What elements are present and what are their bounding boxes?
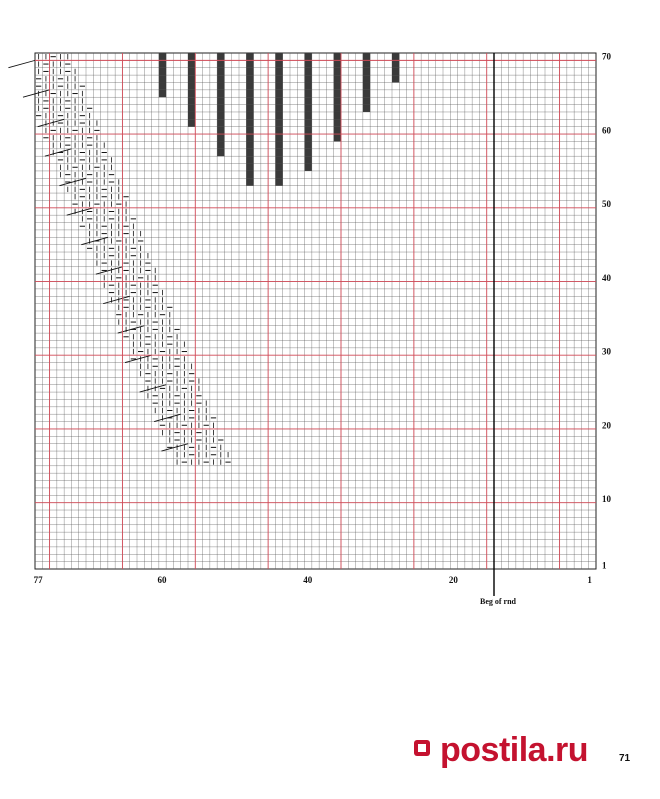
dark-stitch-cell bbox=[188, 119, 195, 126]
dark-stitch-cell bbox=[334, 119, 341, 126]
dark-stitch-cell bbox=[275, 53, 282, 60]
dark-stitch-cell bbox=[217, 53, 224, 60]
dark-stitch-cell bbox=[305, 119, 312, 126]
dark-stitch-cell bbox=[217, 60, 224, 67]
dark-stitch-cell bbox=[246, 53, 253, 60]
dark-stitch-cell bbox=[363, 60, 370, 67]
dark-stitch-cell bbox=[305, 105, 312, 112]
dark-stitch-cell bbox=[188, 60, 195, 67]
dark-stitch-cell bbox=[217, 82, 224, 89]
dark-stitch-cell bbox=[275, 178, 282, 185]
dark-stitch-cell bbox=[305, 82, 312, 89]
dark-stitch-cell bbox=[334, 75, 341, 82]
dark-stitch-cell bbox=[305, 112, 312, 119]
dark-stitch-cell bbox=[246, 75, 253, 82]
dark-stitch-cell bbox=[217, 90, 224, 97]
dark-stitch-cell bbox=[305, 149, 312, 156]
dark-stitch-cell bbox=[275, 127, 282, 134]
dark-stitch-cell bbox=[246, 178, 253, 185]
dark-stitch-cell bbox=[188, 105, 195, 112]
cable-cross-symbol bbox=[8, 60, 35, 67]
dark-stitch-cell bbox=[334, 82, 341, 89]
dark-stitch-cell bbox=[275, 171, 282, 178]
row-label: 30 bbox=[602, 346, 611, 357]
dark-stitch-cell bbox=[188, 53, 195, 60]
dark-stitch-cell bbox=[305, 90, 312, 97]
dark-stitch-cell bbox=[363, 105, 370, 112]
dark-stitch-cell bbox=[275, 75, 282, 82]
dark-stitch-cell bbox=[305, 164, 312, 171]
dark-stitch-cell bbox=[217, 75, 224, 82]
dark-stitch-cell bbox=[246, 82, 253, 89]
dark-stitch-cell bbox=[188, 82, 195, 89]
dark-stitch-cell bbox=[246, 90, 253, 97]
dark-stitch-cell bbox=[305, 97, 312, 104]
dark-stitch-cell bbox=[363, 75, 370, 82]
dark-stitch-cell bbox=[305, 141, 312, 148]
dark-stitch-cell bbox=[188, 90, 195, 97]
dark-stitch-cell bbox=[275, 97, 282, 104]
dark-stitch-cell bbox=[246, 112, 253, 119]
dark-stitch-cell bbox=[217, 119, 224, 126]
dark-stitch-cell bbox=[246, 171, 253, 178]
dark-stitch-cell bbox=[275, 82, 282, 89]
dark-stitch-cell bbox=[188, 75, 195, 82]
dark-stitch-cell bbox=[246, 60, 253, 67]
dark-stitch-cell bbox=[188, 68, 195, 75]
dark-stitch-cell bbox=[159, 53, 166, 60]
dark-stitch-cell bbox=[217, 97, 224, 104]
row-label: 60 bbox=[602, 125, 611, 136]
dark-stitch-cell bbox=[305, 127, 312, 134]
dark-stitch-cell bbox=[217, 141, 224, 148]
dark-stitch-cell bbox=[246, 127, 253, 134]
dark-stitch-cell bbox=[334, 127, 341, 134]
dark-stitch-cell bbox=[217, 105, 224, 112]
dark-stitch-cell bbox=[305, 75, 312, 82]
dark-stitch-cell bbox=[275, 134, 282, 141]
dark-stitch-cell bbox=[246, 68, 253, 75]
dark-stitch-cell bbox=[392, 75, 399, 82]
dark-stitch-cell bbox=[246, 119, 253, 126]
dark-stitch-cell bbox=[246, 156, 253, 163]
dark-stitch-cell bbox=[334, 97, 341, 104]
row-label: 20 bbox=[602, 420, 611, 431]
watermark: postila.ru bbox=[440, 731, 589, 769]
dark-stitch-cell bbox=[275, 156, 282, 163]
dark-stitch-cell bbox=[334, 90, 341, 97]
dark-stitch-cell bbox=[334, 112, 341, 119]
dark-stitch-cell bbox=[363, 82, 370, 89]
dark-stitch-cell bbox=[392, 60, 399, 67]
dark-stitch-cell bbox=[188, 97, 195, 104]
dark-stitch-cell bbox=[305, 68, 312, 75]
dark-stitch-cell bbox=[159, 90, 166, 97]
col-label: 40 bbox=[303, 575, 313, 585]
dark-stitch-cell bbox=[275, 141, 282, 148]
row-label: 50 bbox=[602, 199, 611, 210]
dark-stitch-cell bbox=[188, 112, 195, 119]
dark-stitch-cell bbox=[275, 149, 282, 156]
dark-stitch-cell bbox=[275, 68, 282, 75]
dark-stitch-cell bbox=[246, 149, 253, 156]
dark-stitch-cell bbox=[217, 68, 224, 75]
col-label: 60 bbox=[157, 575, 167, 585]
dark-stitch-cell bbox=[246, 105, 253, 112]
dark-stitch-cell bbox=[305, 134, 312, 141]
dark-stitch-cell bbox=[159, 75, 166, 82]
col-label: 1 bbox=[587, 575, 592, 585]
row-label: 40 bbox=[602, 272, 611, 283]
dark-stitch-cell bbox=[305, 60, 312, 67]
dark-stitch-cell bbox=[334, 105, 341, 112]
dark-stitch-cell bbox=[217, 112, 224, 119]
dark-stitch-cell bbox=[334, 53, 341, 60]
dark-stitch-cell bbox=[159, 60, 166, 67]
dark-stitch-cell bbox=[246, 141, 253, 148]
dark-stitch-cell bbox=[305, 53, 312, 60]
col-label: 20 bbox=[448, 575, 458, 585]
dark-stitch-cell bbox=[392, 53, 399, 60]
dark-stitch-cell bbox=[217, 127, 224, 134]
row-label: 70 bbox=[602, 51, 611, 62]
dark-stitch-cell bbox=[217, 134, 224, 141]
row-label: 10 bbox=[602, 493, 611, 504]
dark-stitch-cell bbox=[246, 97, 253, 104]
row-label: 1 bbox=[602, 560, 607, 571]
dark-stitch-cell bbox=[334, 68, 341, 75]
col-label: 77 bbox=[33, 575, 43, 585]
dark-stitch-cell bbox=[363, 53, 370, 60]
dark-stitch-cell bbox=[363, 90, 370, 97]
dark-stitch-cell bbox=[363, 68, 370, 75]
dark-stitch-cell bbox=[159, 82, 166, 89]
dark-stitch-cell bbox=[246, 164, 253, 171]
page-number: 71 bbox=[619, 753, 631, 764]
dark-stitch-cell bbox=[275, 90, 282, 97]
dark-stitch-cell bbox=[334, 134, 341, 141]
dark-stitch-cell bbox=[305, 156, 312, 163]
dark-stitch-cell bbox=[275, 112, 282, 119]
dark-stitch-cell bbox=[275, 164, 282, 171]
beg-of-rnd-label: Beg of rnd bbox=[480, 597, 516, 606]
postila-logo-icon bbox=[412, 738, 432, 758]
dark-stitch-cell bbox=[159, 68, 166, 75]
dark-stitch-cell bbox=[275, 119, 282, 126]
dark-stitch-cell bbox=[363, 97, 370, 104]
dark-stitch-cell bbox=[217, 149, 224, 156]
dark-stitch-cell bbox=[275, 60, 282, 67]
dark-stitch-cell bbox=[246, 134, 253, 141]
dark-stitch-cell bbox=[392, 68, 399, 75]
dark-stitch-cell bbox=[275, 105, 282, 112]
dark-stitch-cell bbox=[334, 60, 341, 67]
